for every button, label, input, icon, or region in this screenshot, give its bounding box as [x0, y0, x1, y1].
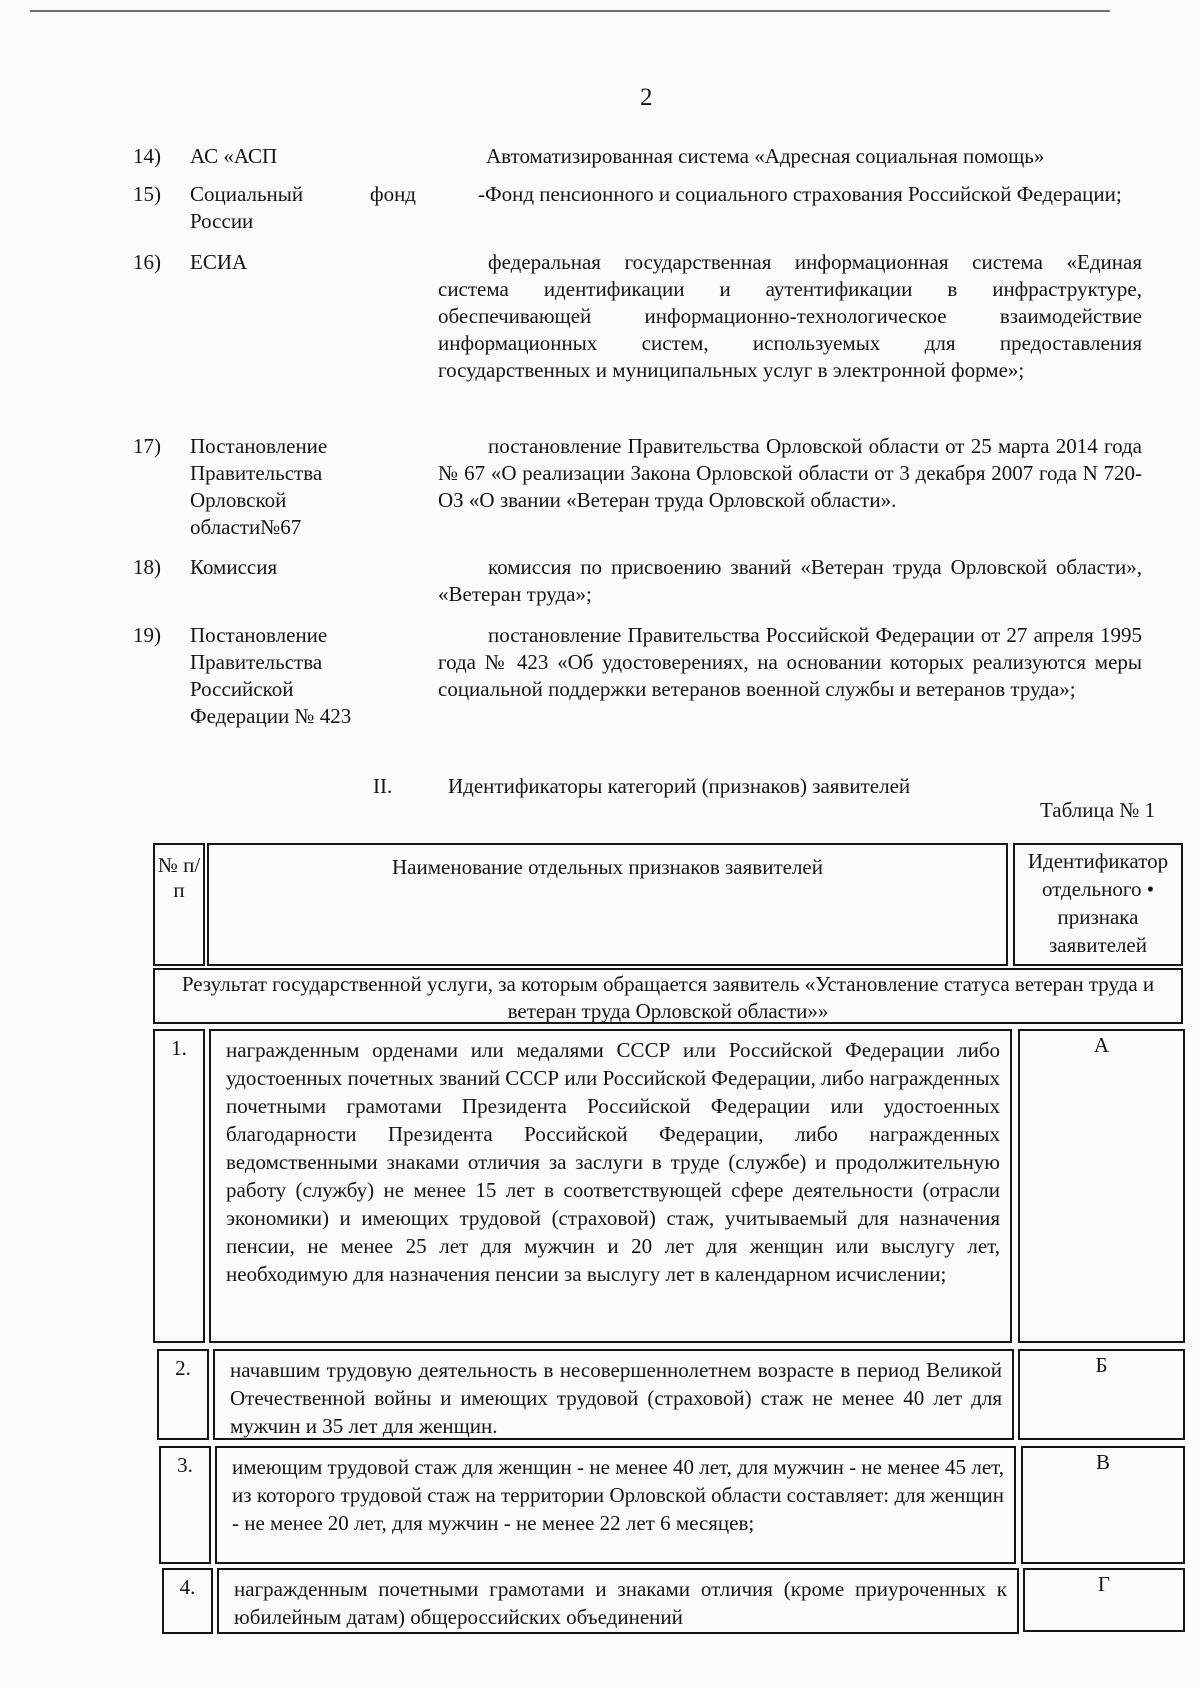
- row-identifier: А: [1018, 1029, 1185, 1343]
- definition-term: Постановление Правительства Российской Федерации № 423: [190, 623, 352, 728]
- header-identifier: Идентификатор отдельного • признака заявителей: [1013, 843, 1183, 966]
- definition-text: -Фонд пенсионного и социального страхования Российской Федерации;: [478, 182, 1122, 206]
- header-number: № п/п: [153, 843, 205, 966]
- section-number: II.: [373, 774, 393, 798]
- definition-term: АС «АСП: [190, 144, 278, 168]
- definition-term: Постановление Правительства Орловской области№67: [190, 434, 328, 539]
- definition-term: ЕСИА: [190, 250, 248, 274]
- definition-text: федеральная государственная информационная система «Единая система идентификации и аутентификации в инфраструктуре, обеспечивающей информационно-технологическое взаимодействие информационных систем, используемых для предоставления государственных и муниципальных услуг в электронной форме»;: [438, 250, 1142, 382]
- definition-number: 17): [133, 434, 161, 458]
- table-subheader: Результат государственной услуги, за которым обращается заявитель «Установление статуса ветеран труда и ветеран труда Орловской области»»: [153, 968, 1183, 1024]
- definition-number: 18): [133, 555, 161, 579]
- header-name: Наименование отдельных признаков заявителей: [207, 843, 1008, 966]
- row-text: начавшим трудовую деятельность в несовершеннолетнем возрасте в период Великой Отечественной войны и имеющих трудовой (страховой) стаж не менее 40 лет для мужчин и 35 лет для женщин.: [213, 1349, 1014, 1440]
- definition-term: Комиссия: [190, 555, 278, 579]
- row-number: 4.: [162, 1568, 213, 1634]
- definition-number: 16): [133, 250, 161, 274]
- definition-number: 15): [133, 182, 161, 206]
- row-number: 1.: [153, 1029, 205, 1343]
- table-label: Таблица № 1: [1040, 798, 1156, 822]
- row-identifier: Г: [1023, 1568, 1185, 1632]
- definition-number: 14): [133, 144, 161, 168]
- definition-term: Социальный фонд России: [190, 182, 416, 233]
- definition-text: постановление Правительства Российской Федерации от 27 апреля 1995 года № 423 «Об удостоверениях, на основании которых реализуются меры социальной поддержки ветеранов военной службы и ветеранов труда»;: [438, 623, 1142, 701]
- definition-text: постановление Правительства Орловской области от 25 марта 2014 года № 67 «О реализации Закона Орловской области от 3 декабря 2007 года N 720-ОЗ «О звании «Ветеран труда Орловской области».: [438, 434, 1142, 512]
- row-identifier: Б: [1018, 1349, 1185, 1440]
- row-identifier: В: [1021, 1446, 1185, 1564]
- definition-text: комиссия по присвоению званий «Ветеран труда Орловской области», «Ветеран труда»;: [438, 555, 1142, 606]
- top-border-line: [30, 10, 1110, 12]
- section-title: Идентификаторы категорий (признаков) заявителей: [448, 774, 911, 798]
- row-number: 2.: [157, 1349, 209, 1440]
- row-text: награжденным орденами или медалями СССР или Российской Федерации либо удостоенных почетных званий СССР или Российской Федерации, либо награжденных почетными грамотами Президента Российской Федерации или удостоенных благодарности Президента Российской Федерации, либо награжденных ведомственными знаками отличия за заслуги в труде (службе) и продолжительную работу (службу) не менее 15 лет в соответствующей сфере деятельности (отрасли экономики) и имеющих трудовой (страховой) стаж, учитываемый для назначения пенсии, не менее 25 лет для мужчин и 20 лет для женщин или выслугу лет, необходимую для назначения пенсии за выслугу лет в календарном исчислении;: [209, 1029, 1012, 1343]
- row-text: награжденным почетными грамотами и знаками отличия (кроме приуроченных к юбилейным датам) общероссийских объединений: [217, 1568, 1019, 1634]
- page-number: 2: [640, 84, 653, 111]
- definition-text: Автоматизированная система «Адресная социальная помощь»: [486, 144, 1045, 168]
- row-number: 3.: [159, 1446, 211, 1564]
- row-text: имеющим трудовой стаж для женщин - не менее 40 лет, для мужчин - не менее 45 лет, из которого трудовой стаж на территории Орловской области составляет: для женщин - не менее 20 лет, для мужчин - не менее 22 лет 6 месяцев;: [215, 1446, 1016, 1564]
- definition-number: 19): [133, 623, 161, 647]
